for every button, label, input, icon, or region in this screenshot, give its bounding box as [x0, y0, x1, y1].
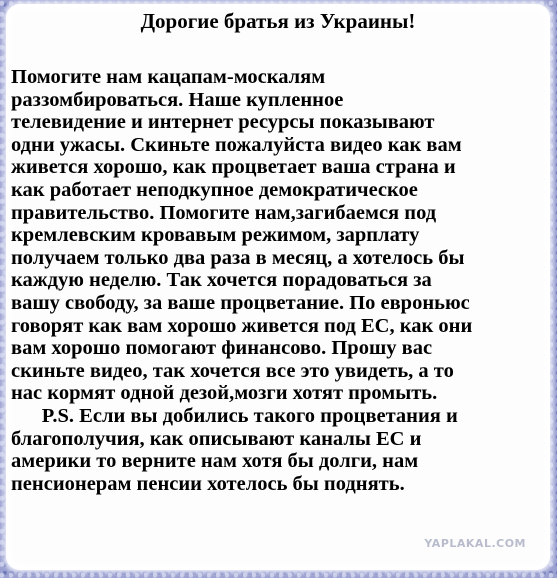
body-line: говорят как вам хорошо живется под ЕС, как они [11, 314, 473, 337]
ps-line: P.S. Если вы добились такого процветания и [11, 404, 458, 427]
letter-body [11, 66, 551, 495]
body-line: вам хорошо помогают финансово. Прошу вас [11, 337, 433, 360]
body-line: Помогите нам кацапам-москалям [11, 66, 326, 88]
body-line: каждую неделю. Так хочется порадоваться за [11, 269, 432, 292]
body-line: телевидение и интернет ресурсы показывают [11, 111, 435, 134]
body-line: благополучия, как описывают каналы ЕС и [11, 427, 422, 450]
body-line: получаем только два раза в месяц, а хотелось бы [11, 246, 465, 269]
body-line: кремлевским кровавым режимом, зарплату [11, 224, 420, 247]
body-line: скиньте видео, так хочется все это увидеть, а то [11, 359, 454, 382]
body-line: пенсионерам пенсии хотелось бы поднять. [11, 472, 405, 495]
body-line: америки то верните нам хотя бы долги, нам [11, 450, 419, 473]
letter-sheet [6, 4, 550, 570]
body-line: правительство. Помогите нам,загибаемся под [11, 201, 437, 224]
body-line: живется хорошо, как процветает ваша страна и [11, 156, 456, 179]
body-line: одни ужасы. Скиньте пожалуйста видео как вам [11, 133, 462, 156]
site-watermark: YAPLAKAL.COM [424, 537, 526, 550]
body-line: как работает неподкупное демократическое [11, 178, 418, 201]
letter-title: Дорогие братья из Украины! [140, 9, 416, 33]
body-line: нас кормят одной дезой,мозги хотят промыть. [11, 382, 438, 405]
body-line: вашу свободу, за ваше процветание. По евроньюс [11, 291, 470, 314]
body-line: раззомбироваться. Наше купленное [11, 88, 344, 111]
